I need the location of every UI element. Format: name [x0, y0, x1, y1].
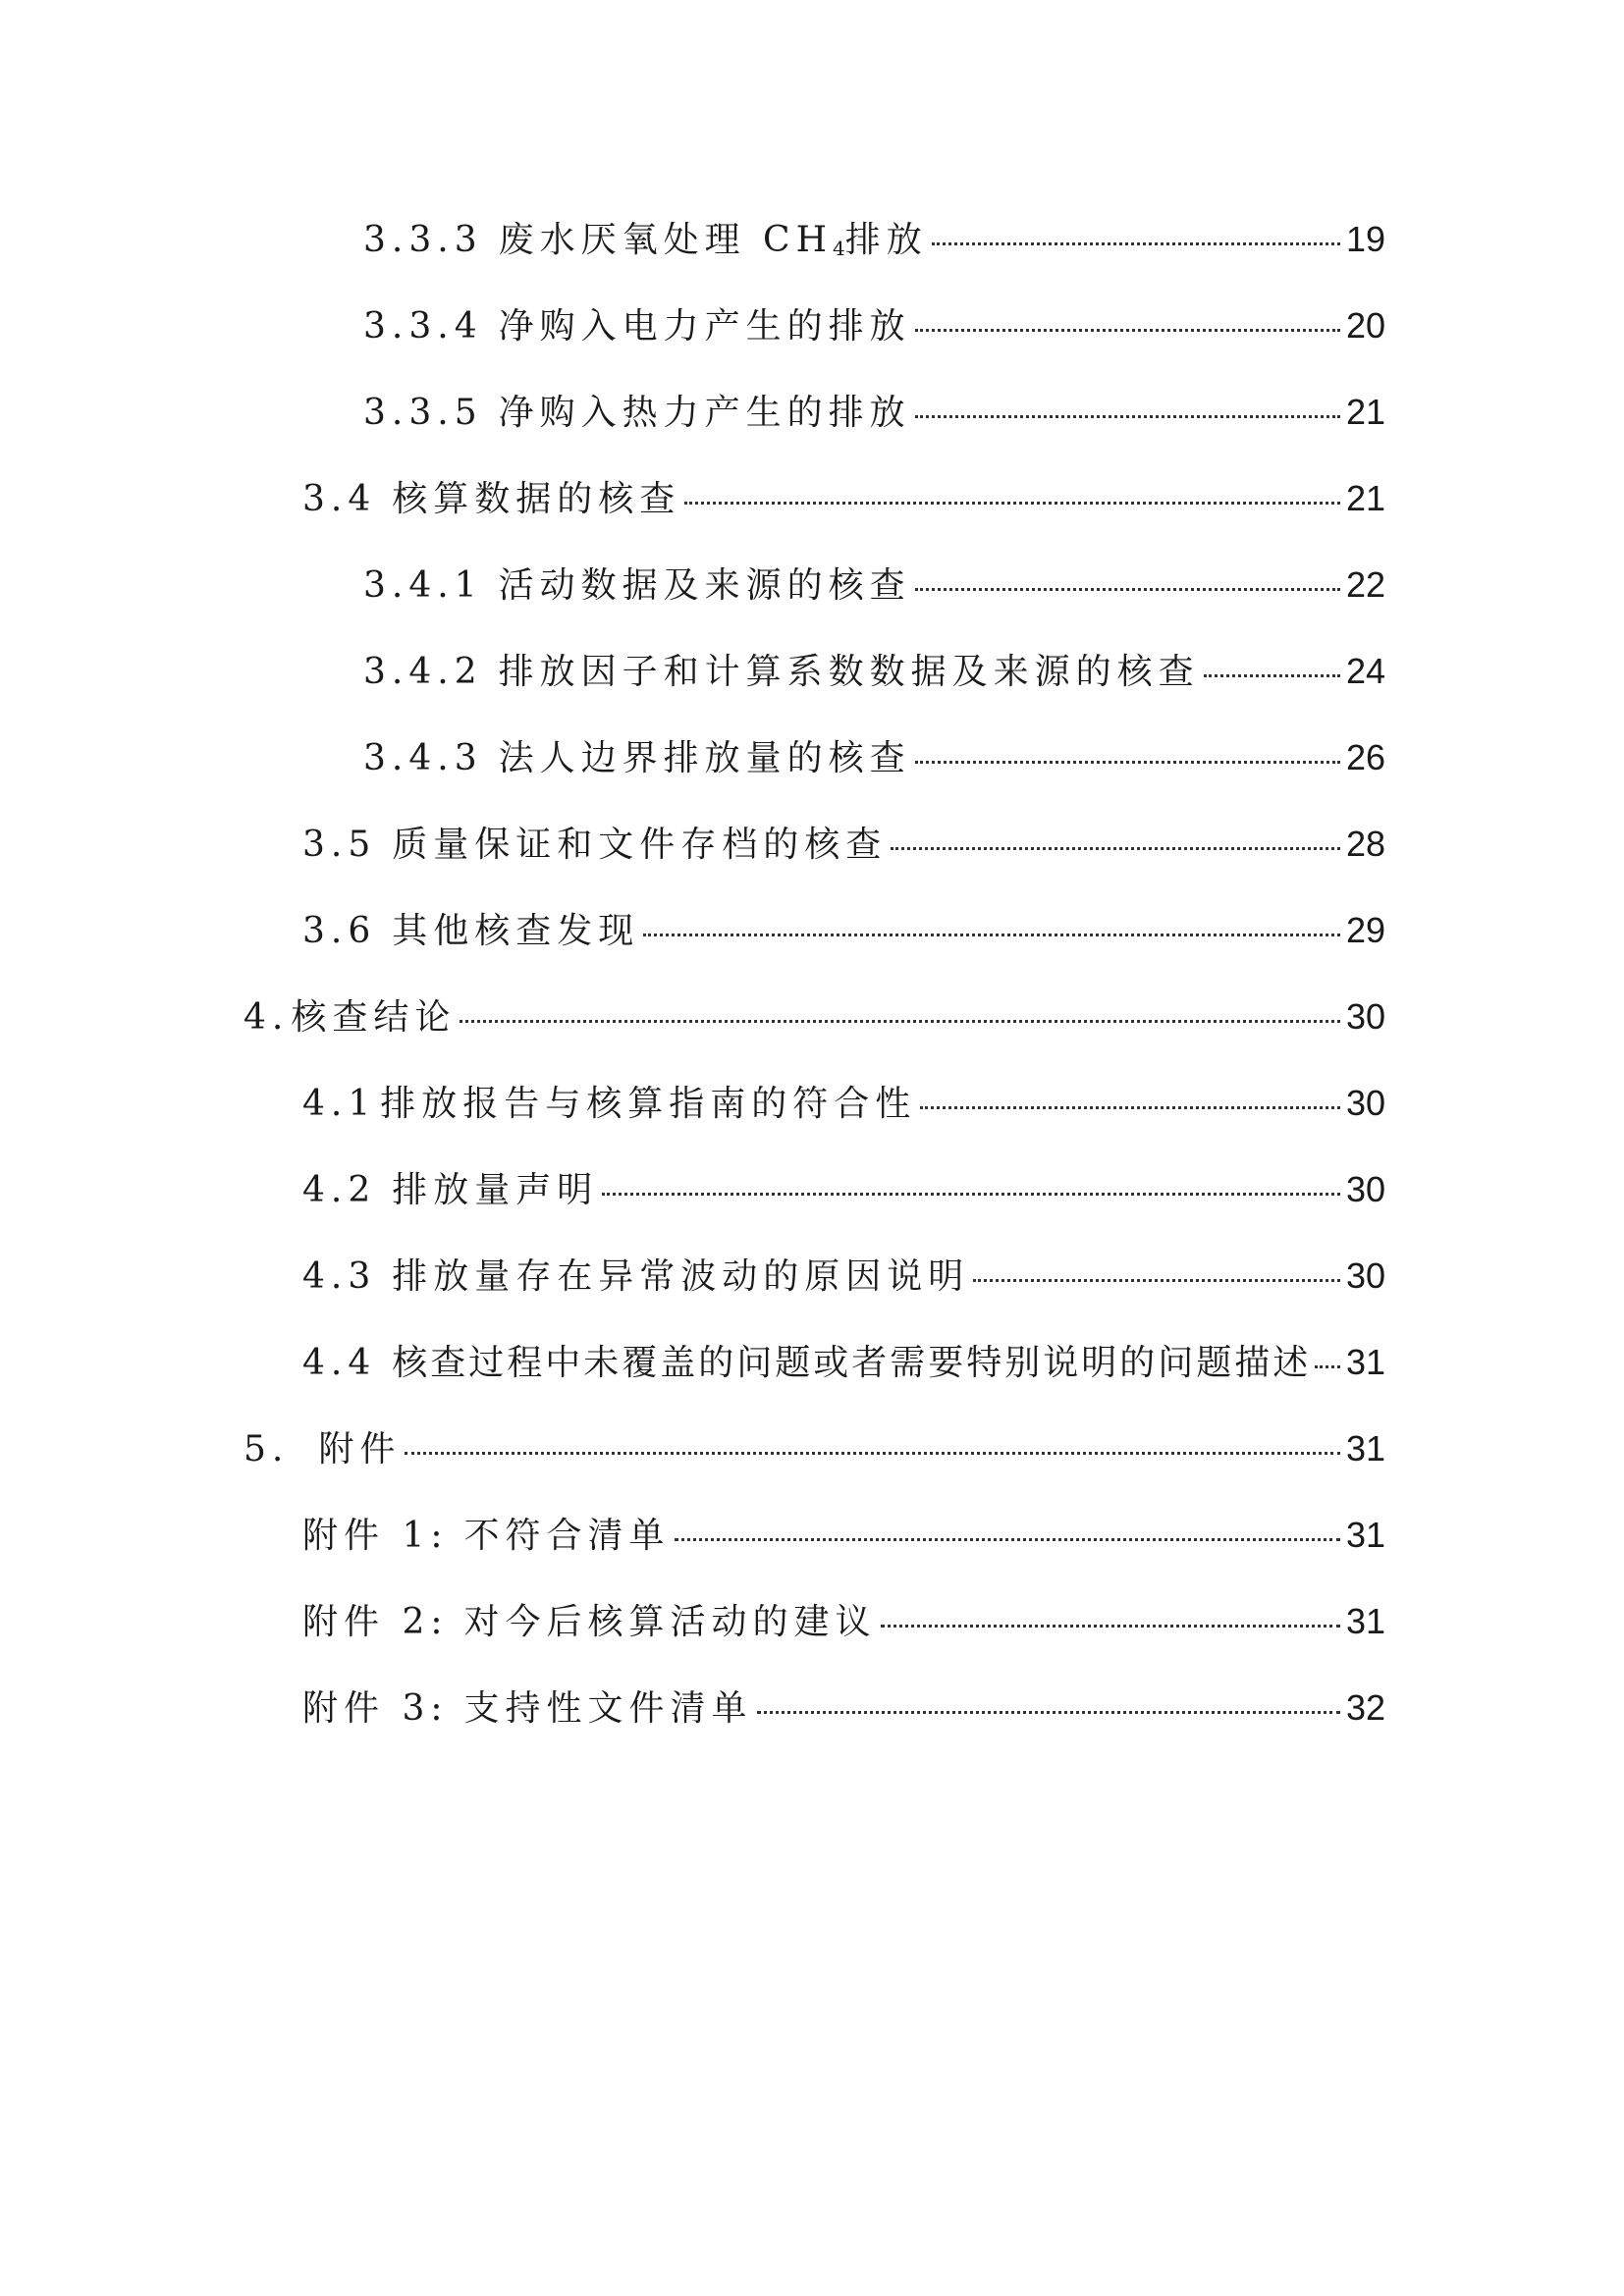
toc-entry-number: 4.3 — [302, 1256, 377, 1297]
toc-page-number: 31 — [1345, 1428, 1385, 1468]
toc-entry-number: 4.2 — [302, 1170, 377, 1210]
toc-entry-4-3[interactable] — [302, 1247, 1385, 1306]
toc-entry-appendix-3[interactable] — [302, 1679, 1385, 1737]
toc-entry-number: 3.4.2 — [363, 652, 483, 692]
toc-dot-leader — [932, 242, 1340, 245]
toc-entry-5[interactable] — [244, 1419, 1385, 1478]
toc-entry-title: 净购入电力产生的排放 — [498, 306, 911, 347]
toc-dot-leader — [915, 415, 1340, 418]
toc-entry-3-6[interactable] — [302, 901, 1385, 960]
toc-entry-number: 3.4 — [302, 479, 377, 519]
toc-entry-4-1[interactable] — [302, 1074, 1385, 1133]
toc-page-number: 30 — [1345, 996, 1385, 1037]
toc-entry-title: 核查结论 — [291, 997, 457, 1038]
subscript-4: 4 — [833, 237, 845, 260]
toc-entry-title: 排放量存在异常波动的原因说明 — [392, 1256, 970, 1297]
toc-entry-3-4[interactable] — [302, 469, 1385, 528]
toc-entry-title: 对今后核算活动的建议 — [463, 1602, 877, 1642]
toc-entry-title: 排放报告与核算指南的符合性 — [380, 1084, 917, 1124]
toc-dot-leader — [1315, 1365, 1340, 1368]
toc-page-number: 30 — [1345, 1255, 1385, 1296]
toc-page-number: 30 — [1345, 1169, 1385, 1209]
toc-entry-title: 支持性文件清单 — [463, 1688, 753, 1729]
toc-entry-number: 3.3.3 — [363, 220, 483, 260]
toc-entry-number: 4.4 — [302, 1343, 377, 1383]
toc-dot-leader — [915, 329, 1340, 332]
toc-entry-3-5[interactable] — [302, 815, 1385, 874]
toc-page-number: 31 — [1345, 1342, 1385, 1382]
toc-entry-number: 3.3.4 — [363, 306, 483, 347]
toc-entry-number: 3.3.5 — [363, 393, 483, 433]
toc-entry-number: 附件 3: — [302, 1688, 449, 1729]
toc-dot-leader — [602, 1193, 1340, 1196]
toc-page-number: 29 — [1345, 910, 1385, 950]
toc-entry-title: 法人边界排放量的核查 — [498, 738, 911, 778]
toc-entry-number: 附件 1: — [302, 1516, 449, 1556]
toc-entry-number: 3.4.3 — [363, 738, 483, 778]
toc-page-number: 22 — [1345, 564, 1385, 605]
toc-entry-number: 4. — [244, 997, 290, 1038]
toc-entry-3-3-3[interactable] — [363, 210, 1385, 269]
toc-entry-4-2[interactable] — [302, 1160, 1385, 1219]
toc-entry-appendix-1[interactable] — [302, 1506, 1385, 1565]
toc-page-number: 20 — [1345, 305, 1385, 346]
toc-entry-3-3-4[interactable] — [363, 296, 1385, 355]
toc-page-number: 28 — [1345, 824, 1385, 864]
toc-dot-leader — [757, 1711, 1340, 1714]
toc-entry-appendix-2[interactable] — [302, 1592, 1385, 1651]
toc-entry-3-4-2[interactable] — [363, 642, 1385, 701]
toc-entry-3-3-5[interactable] — [363, 383, 1385, 442]
toc-dot-leader — [684, 502, 1340, 505]
toc-entry-3-4-3[interactable] — [363, 728, 1385, 787]
toc-dot-leader — [915, 588, 1340, 591]
toc-dot-leader — [643, 934, 1340, 936]
toc-dot-leader — [1204, 674, 1340, 677]
toc-dot-leader — [920, 1106, 1340, 1109]
toc-page-number: 24 — [1345, 651, 1385, 691]
toc-entry-3-4-1[interactable] — [363, 556, 1385, 614]
toc-entry-4-4[interactable] — [302, 1333, 1385, 1392]
toc-entry-number: 3.5 — [302, 825, 377, 865]
toc-entry-title: 废水厌氧处理 $CH_4$排放 — [498, 220, 928, 260]
toc-page-number: 32 — [1345, 1687, 1385, 1728]
toc-entry-number: 3.4.1 — [363, 565, 483, 606]
toc-dot-leader — [881, 1625, 1340, 1628]
toc-entry-title: 核算数据的核查 — [392, 479, 681, 519]
toc-page-number: 21 — [1345, 392, 1385, 432]
toc-entry-title: 质量保证和文件存档的核查 — [392, 825, 888, 865]
toc-entry-number: 附件 2: — [302, 1602, 449, 1642]
toc-page-number: 30 — [1345, 1083, 1385, 1123]
toc-entry-title: 不符合清单 — [463, 1516, 671, 1556]
toc-dot-leader — [891, 847, 1340, 850]
toc-dot-leader — [675, 1538, 1340, 1541]
toc-dot-leader — [405, 1452, 1340, 1455]
toc-entry-number: 3.6 — [302, 911, 377, 951]
toc-entry-number: 5. — [244, 1429, 290, 1469]
toc-dot-leader — [973, 1279, 1340, 1282]
toc-entry-title: 排放量声明 — [392, 1170, 599, 1210]
toc-page-number: 19 — [1345, 219, 1385, 259]
toc-entry-title: 核查过程中未覆盖的问题或者需要特别说明的问题描述 — [392, 1343, 1312, 1383]
toc-entry-4[interactable] — [244, 988, 1385, 1046]
toc-page-number: 31 — [1345, 1601, 1385, 1641]
toc-entry-number: 4.1 — [302, 1084, 377, 1124]
toc-entry-title: 其他核查发现 — [392, 911, 640, 951]
toc-page-number: 26 — [1345, 737, 1385, 777]
toc-entry-title: 净购入热力产生的排放 — [498, 393, 911, 433]
toc-dot-leader — [460, 1020, 1340, 1023]
toc-entry-title: 附件 — [318, 1429, 402, 1469]
toc-page-number: 21 — [1345, 478, 1385, 518]
toc-entry-title: 排放因子和计算系数数据及来源的核查 — [498, 652, 1200, 692]
toc-page-number: 31 — [1345, 1515, 1385, 1555]
toc-dot-leader — [915, 761, 1340, 764]
toc-entry-title: 活动数据及来源的核查 — [498, 565, 911, 606]
